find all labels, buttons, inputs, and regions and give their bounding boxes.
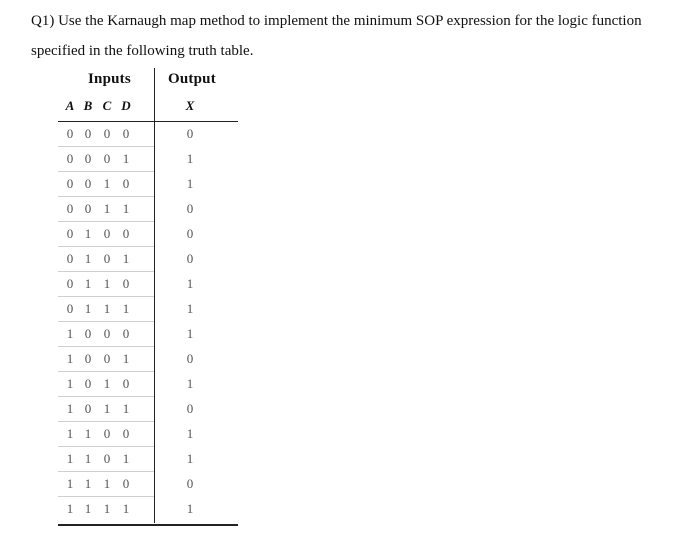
- cell-d: 1: [122, 451, 130, 466]
- cell-x: 1: [186, 151, 194, 166]
- cell-x: 1: [186, 301, 194, 316]
- cell-d: 1: [122, 351, 130, 366]
- cell-c: 0: [103, 326, 111, 341]
- table-row: [58, 122, 238, 147]
- var-d-label: D: [121, 98, 131, 113]
- cell-x: 1: [186, 451, 194, 466]
- cell-c: 1: [103, 501, 111, 516]
- cell-c: 0: [103, 451, 111, 466]
- cell-d: 0: [122, 226, 130, 241]
- table-row: [58, 197, 238, 222]
- question-text: Q1) Use the Karnaugh map method to implement the minimum SOP expression for the logic function specified in the following truth table.: [31, 13, 642, 59]
- table-row: [58, 247, 238, 272]
- cell-c: 0: [103, 351, 111, 366]
- table-row: [58, 447, 238, 472]
- cell-a: 0: [66, 176, 74, 191]
- cell-b: 0: [84, 376, 92, 391]
- cell-x: 0: [186, 251, 194, 266]
- cell-c: 0: [103, 151, 111, 166]
- cell-b: 1: [84, 276, 92, 291]
- cell-a: 1: [66, 476, 74, 491]
- table-row: [58, 422, 238, 447]
- cell-d: 0: [122, 376, 130, 391]
- cell-d: 1: [122, 301, 130, 316]
- cell-d: 1: [122, 251, 130, 266]
- cell-b: 1: [84, 226, 92, 241]
- cell-a: 1: [66, 376, 74, 391]
- cell-x: 1: [186, 176, 194, 191]
- cell-c: 0: [103, 226, 111, 241]
- cell-d: 1: [122, 501, 130, 516]
- cell-c: 1: [103, 176, 111, 191]
- cell-b: 0: [84, 176, 92, 191]
- cell-x: 1: [186, 426, 194, 441]
- cell-x: 1: [186, 276, 194, 291]
- var-a-label: A: [65, 98, 75, 113]
- table-row: [58, 297, 238, 322]
- cell-c: 0: [103, 251, 111, 266]
- cell-d: 1: [122, 401, 130, 416]
- cell-a: 0: [66, 301, 74, 316]
- table-row: [58, 222, 238, 247]
- cell-b: 1: [84, 301, 92, 316]
- table-row: [58, 272, 238, 297]
- cell-d: 0: [122, 126, 130, 141]
- var-x-label: X: [185, 98, 195, 113]
- cell-x: 0: [186, 226, 194, 241]
- cell-a: 0: [66, 126, 74, 141]
- cell-d: 0: [122, 476, 130, 491]
- var-c-label: C: [102, 98, 112, 113]
- cell-x: 1: [186, 376, 194, 391]
- cell-a: 1: [66, 326, 74, 341]
- cell-c: 0: [103, 426, 111, 441]
- table-row: [58, 172, 238, 197]
- cell-b: 1: [84, 426, 92, 441]
- table-row: [58, 322, 238, 347]
- cell-d: 0: [122, 326, 130, 341]
- cell-b: 0: [84, 351, 92, 366]
- cell-x: 0: [186, 126, 194, 141]
- cell-b: 1: [84, 251, 92, 266]
- cell-x: 0: [186, 401, 194, 416]
- cell-d: 1: [122, 201, 130, 216]
- output-header: Output: [168, 71, 216, 87]
- table-row: [58, 497, 238, 522]
- cell-a: 1: [66, 501, 74, 516]
- table-row: [58, 472, 238, 497]
- cell-c: 1: [103, 476, 111, 491]
- cell-a: 1: [66, 351, 74, 366]
- cell-x: 1: [186, 326, 194, 341]
- cell-x: 0: [186, 476, 194, 491]
- cell-c: 1: [103, 376, 111, 391]
- cell-b: 0: [84, 401, 92, 416]
- cell-b: 1: [84, 501, 92, 516]
- cell-c: 1: [103, 276, 111, 291]
- cell-b: 0: [84, 201, 92, 216]
- cell-b: 0: [84, 151, 92, 166]
- cell-x: 0: [186, 351, 194, 366]
- cell-c: 1: [103, 401, 111, 416]
- cell-c: 0: [103, 126, 111, 141]
- bottom-rule: [58, 524, 238, 526]
- cell-b: 0: [84, 126, 92, 141]
- cell-a: 0: [66, 276, 74, 291]
- cell-d: 1: [122, 151, 130, 166]
- table-row: [58, 147, 238, 172]
- cell-b: 0: [84, 326, 92, 341]
- table-row: [58, 372, 238, 397]
- cell-c: 1: [103, 201, 111, 216]
- truth-table: [58, 68, 238, 530]
- cell-d: 0: [122, 276, 130, 291]
- table-row: [58, 397, 238, 422]
- cell-a: 0: [66, 226, 74, 241]
- cell-a: 1: [66, 401, 74, 416]
- cell-x: 0: [186, 201, 194, 216]
- cell-b: 1: [84, 451, 92, 466]
- cell-c: 1: [103, 301, 111, 316]
- inputs-header: Inputs: [88, 71, 131, 87]
- cell-d: 0: [122, 176, 130, 191]
- cell-b: 1: [84, 476, 92, 491]
- var-b-label: B: [83, 98, 93, 113]
- cell-d: 0: [122, 426, 130, 441]
- cell-a: 0: [66, 151, 74, 166]
- table-row: [58, 347, 238, 372]
- cell-a: 0: [66, 201, 74, 216]
- cell-x: 1: [186, 501, 194, 516]
- cell-a: 1: [66, 426, 74, 441]
- cell-a: 0: [66, 251, 74, 266]
- cell-a: 1: [66, 451, 74, 466]
